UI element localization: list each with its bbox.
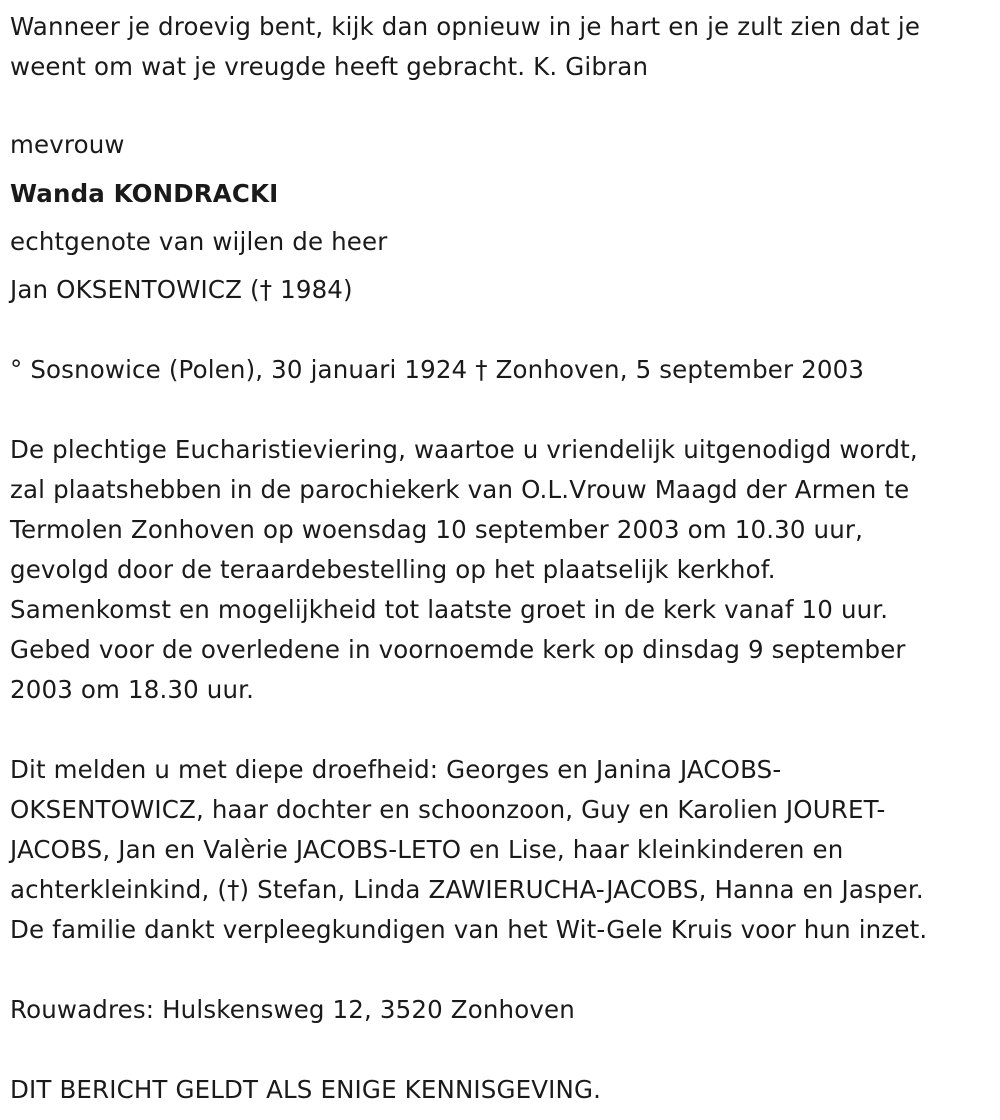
family-line: Dit melden u met diepe droefheid: Georges en Janina JACOBS- xyxy=(10,755,782,784)
ceremony-line: zal plaatshebben in de parochiekerk van O.L.Vrouw Maagd der Armen te xyxy=(10,475,910,504)
deceased-name: Wanda KONDRACKI xyxy=(10,179,279,208)
family-line: achterkleinkind, (†) Stefan, Linda ZAWIERUCHA-JACOBS, Hanna en Jasper. xyxy=(10,875,924,904)
deceased-title: mevrouw xyxy=(10,130,125,159)
deceased-relation: echtgenote van wijlen de heer xyxy=(10,227,388,256)
sole-notice: DIT BERICHT GELDT ALS ENIGE KENNISGEVING. xyxy=(10,1075,602,1104)
mourning-address: Rouwadres: Hulskensweg 12, 3520 Zonhoven xyxy=(10,995,575,1024)
ceremony-line: 2003 om 18.30 uur. xyxy=(10,675,255,704)
ceremony-line: Samenkomst en mogelijkheid tot laatste groet in de kerk vanaf 10 uur. xyxy=(10,595,889,624)
quote-line: weent om wat je vreugde heeft gebracht. K. Gibran xyxy=(10,52,649,81)
birth-death-dates: ° Sosnowice (Polen), 30 januari 1924 † Zonhoven, 5 september 2003 xyxy=(10,355,865,384)
family-line: OKSENTOWICZ, haar dochter en schoonzoon, Guy en Karolien JOURET- xyxy=(10,795,886,824)
family-line: JACOBS, Jan en Valèrie JACOBS-LETO en Lise, haar kleinkinderen en xyxy=(10,835,844,864)
ceremony-line: gevolgd door de teraardebestelling op het plaatselijk kerkhof. xyxy=(10,555,776,584)
ceremony-line: De plechtige Eucharistieviering, waartoe u vriendelijk uitgenodigd wordt, xyxy=(10,435,918,464)
ceremony-line: Termolen Zonhoven op woensdag 10 september 2003 om 10.30 uur, xyxy=(10,515,864,544)
spouse-name: Jan OKSENTOWICZ († 1984) xyxy=(10,275,353,304)
quote-line: Wanneer je droevig bent, kijk dan opnieuw in je hart en je zult zien dat je xyxy=(10,12,921,41)
family-line: De familie dankt verpleegkundigen van het Wit-Gele Kruis voor hun inzet. xyxy=(10,915,928,944)
ceremony-line: Gebed voor de overledene in voornoemde kerk op dinsdag 9 september xyxy=(10,635,906,664)
